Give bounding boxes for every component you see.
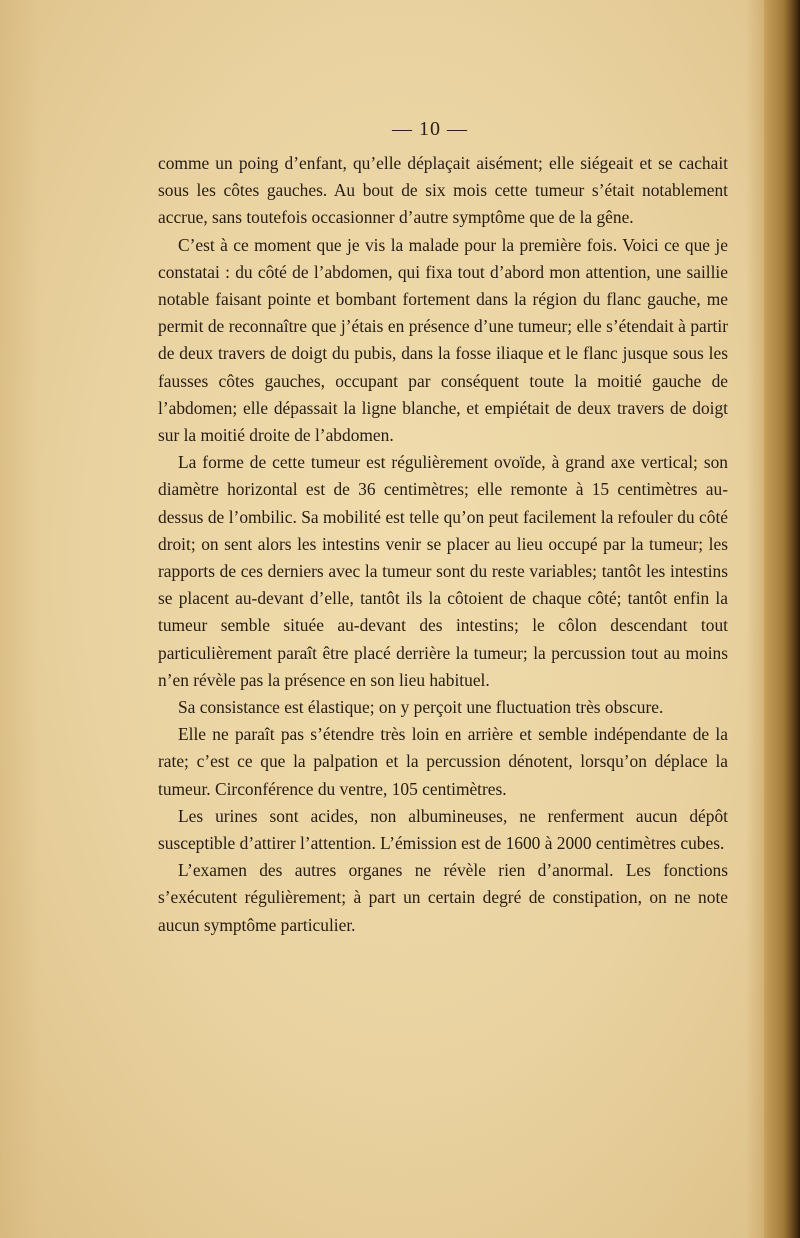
paper-left-shade	[0, 0, 40, 1238]
book-page-edge	[764, 0, 800, 1238]
paragraph: C’est à ce moment que je vis la malade pour la première fois. Voici ce que je constatai : du côté de l’abdomen, qui fixa tout d’abord mon attention, une saillie notable faisant pointe et bombant fortement dans la région du flanc gauche, me permit de reconnaître que j’étais en présence d’une tumeur; elle s’étendait à partir de deux travers de doigt du pubis, dans la fosse iliaque et le flanc jusque sous les fausses côtes gauches, occupant par conséquent toute la moitié gauche de l’abdomen; elle dépassait la ligne blanche, et empiétait de deux travers de doigt sur la moitié droite de l’abdomen.	[158, 234, 728, 446]
paragraph: Les urines sont acides, non albumineuses, ne renferment aucun dépôt susceptible d’attirer l’attention. L’émission est de 1600 à 2000 centimètres cubes.	[158, 805, 728, 854]
paragraph: L’examen des autres organes ne révèle rien d’anormal. Les fonctions s’exécutent régulièrement; à part un certain degré de constipation, on ne note aucun symptôme particulier.	[158, 860, 728, 935]
paragraph: Elle ne paraît pas s’étendre très loin en arrière et semble indépendante de la rate; c’est ce que la palpation et la percussion dénotent, lorsqu’on déplace la tumeur. Circonférence du ventre, 105 centimètres.	[158, 724, 728, 799]
page-number: — 10 —	[392, 118, 468, 140]
page-edge-shadow	[746, 0, 764, 1238]
paragraph: comme un poing d’enfant, qu’elle déplaçait aisément; elle siégeait et se cachait sous les côtes gauches. Au bout de six mois cette tumeur s’était notablement accrue, sans toutefois occasionner d’autre symptôme que de la gêne.	[158, 153, 728, 228]
paragraph: Sa consistance est élastique; on y perçoit une fluctuation très obscure.	[178, 697, 664, 718]
body-text	[158, 150, 728, 939]
paragraph: La forme de cette tumeur est régulièrement ovoïde, à grand axe vertical; son diamètre horizontal est de 36 centimètres; elle remonte à 15 centimètres au-dessus de l’ombilic. Sa mobilité est telle qu’on peut facilement la refouler du côté droit; on sent alors les intestins venir se placer au lieu occupé par la tumeur; les rapports de ces derniers avec la tumeur sont du reste variables; tantôt les intestins se placent au-devant d’elle, tantôt ils la côtoient de chaque côté; tantôt enfin la tumeur semble située au-devant des intestins; le côlon descendant tout particulièrement paraît être placé derrière la tumeur; la percussion tout au moins n’en révèle pas la présence en son lieu habituel.	[158, 452, 728, 690]
